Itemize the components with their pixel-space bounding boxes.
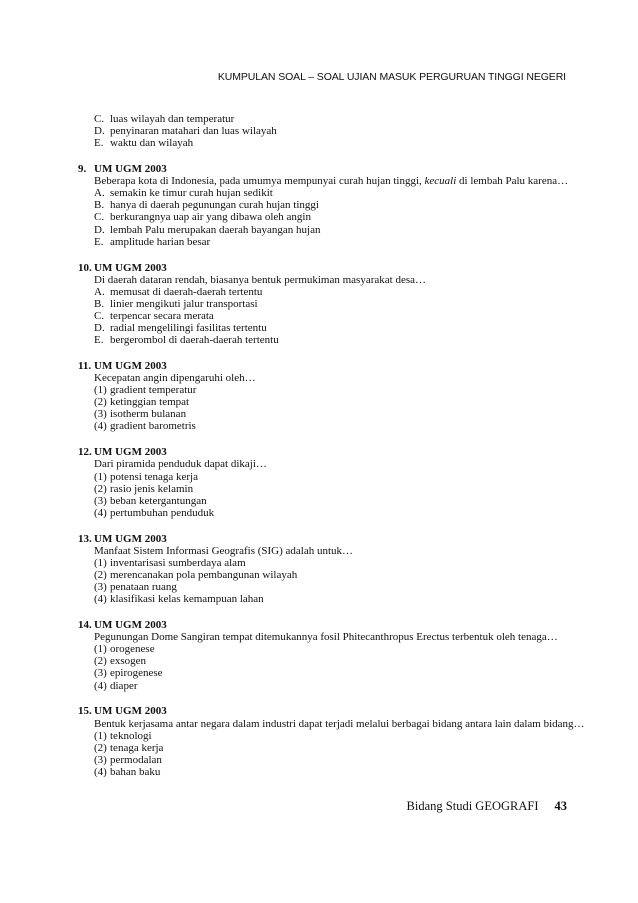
- option-label: (3): [94, 408, 107, 421]
- question-stem: [94, 545, 568, 557]
- option-text: berkurangnya uap air yang dibawa oleh angin: [110, 211, 311, 224]
- option-label: C.: [94, 113, 105, 125]
- question-source: UM UGM 2003: [94, 163, 167, 176]
- answer-option: [94, 224, 568, 236]
- option-text: merencanakan pola pembangunan wilayah: [110, 568, 298, 581]
- question-header: [78, 619, 568, 631]
- footer-subject: Bidang Studi GEOGRAFI: [406, 799, 539, 813]
- question-body: [94, 545, 568, 605]
- question-number: 9.: [78, 163, 87, 176]
- stem-text: Bentuk kerjasama antar negara dalam industri dapat terjadi melalui berbagai bidang antara lain dalam bidang…: [94, 717, 585, 730]
- question-source: UM UGM 2003: [94, 619, 167, 632]
- option-text: isotherm bulanan: [110, 408, 187, 421]
- answer-option: [94, 655, 568, 667]
- question-source: UM UGM 2003: [94, 446, 167, 459]
- question-number: 14.: [78, 619, 92, 632]
- answer-option: [94, 125, 568, 137]
- answer-option: [94, 471, 568, 483]
- answer-option: [94, 557, 568, 569]
- question-source: UM UGM 2003: [94, 261, 167, 274]
- option-text: pertumbuhan penduduk: [110, 506, 215, 519]
- option-label: (4): [94, 765, 107, 778]
- stem-text: Di daerah dataran rendah, biasanya bentuk permukiman masyarakat desa…: [94, 273, 427, 286]
- answer-option: [94, 420, 568, 432]
- question-header: [78, 705, 568, 717]
- answer-option: [94, 310, 568, 322]
- question-number: 10.: [78, 261, 92, 274]
- stem-text: Pegunungan Dome Sangiran tempat ditemukannya fosil Phitecanthropus Erectus terbentuk oleh tenaga…: [94, 631, 558, 644]
- option-text: potensi tenaga kerja: [110, 470, 198, 483]
- option-label: A.: [94, 187, 105, 200]
- stem-text: Dari piramida penduduk dapat dikaji…: [94, 458, 267, 471]
- answer-option: [94, 113, 568, 125]
- option-label: (2): [94, 655, 107, 668]
- option-label: (3): [94, 753, 107, 766]
- option-text: tenaga kerja: [110, 741, 164, 754]
- option-text: bahan baku: [110, 765, 161, 778]
- option-label: E.: [94, 137, 104, 150]
- answer-option: [94, 322, 568, 334]
- question-body: [94, 717, 585, 778]
- question-stem: [94, 717, 585, 730]
- question-block: [78, 360, 568, 433]
- option-text: inventarisasi sumberdaya alam: [110, 556, 246, 569]
- answer-option: [94, 286, 568, 298]
- question-block: [78, 163, 568, 248]
- answer-option: [94, 730, 568, 742]
- option-label: D.: [94, 125, 105, 138]
- answer-option: [94, 199, 568, 211]
- question-block: [78, 446, 568, 519]
- question-source: UM UGM 2003: [94, 359, 167, 372]
- question-number: 11.: [78, 359, 92, 372]
- option-label: E.: [94, 334, 104, 347]
- stem-text-after: di lembah Palu karena…: [456, 175, 569, 188]
- answer-option: [94, 680, 568, 692]
- option-text: bergerombol di daerah-daerah tertentu: [110, 334, 279, 347]
- question-body: [94, 372, 568, 432]
- option-label: (1): [94, 556, 107, 569]
- answer-option: [94, 187, 568, 199]
- answer-option: [94, 483, 568, 495]
- option-label: (2): [94, 741, 107, 754]
- option-label: (4): [94, 506, 107, 519]
- option-text: klasifikasi kelas kemampuan lahan: [110, 593, 264, 606]
- question-source: UM UGM 2003: [94, 705, 167, 718]
- option-text: radial mengelilingi fasilitas tertentu: [110, 322, 267, 334]
- continued-options: [94, 113, 568, 149]
- answer-option: [94, 495, 568, 507]
- answer-option: [94, 593, 568, 605]
- option-label: (1): [94, 729, 107, 742]
- question-header: [78, 446, 568, 458]
- questions: [78, 163, 585, 778]
- question-number: 13.: [78, 532, 92, 545]
- option-text: gradient barometris: [110, 420, 196, 433]
- option-text: ketinggian tempat: [110, 396, 190, 409]
- answer-option: [94, 667, 568, 679]
- question-header: [78, 533, 568, 545]
- page-number: 43: [554, 799, 567, 813]
- option-label: (1): [94, 384, 107, 397]
- answer-option: [94, 742, 568, 754]
- stem-text: Beberapa kota di Indonesia, pada umumya mempunyai curah hujan tinggi,: [94, 175, 425, 188]
- question-stem: [94, 631, 568, 643]
- option-label: C.: [94, 211, 105, 224]
- question-list: [78, 113, 585, 778]
- question-body: [94, 274, 568, 347]
- option-label: (3): [94, 581, 107, 594]
- question-stem: [94, 274, 568, 286]
- answer-option: [94, 236, 568, 248]
- answer-option: [94, 766, 568, 778]
- question-header: [78, 163, 568, 175]
- option-text: epirogenese: [110, 667, 163, 680]
- answer-option: [94, 298, 568, 310]
- option-text: luas wilayah dan temperatur: [110, 113, 235, 125]
- option-text: linier mengikuti jalur transportasi: [110, 297, 258, 310]
- option-text: exsogen: [110, 655, 147, 668]
- option-text: rasio jenis kelamin: [110, 482, 194, 495]
- option-label: B.: [94, 199, 105, 212]
- answer-option: [94, 408, 568, 420]
- answer-option: [94, 569, 568, 581]
- option-label: C.: [94, 309, 105, 322]
- running-header: KUMPULAN SOAL – SOAL UJIAN MASUK PERGURUAN TINGGI NEGERI: [217, 71, 566, 83]
- option-label: D.: [94, 322, 105, 334]
- stem-text: Manfaat Sistem Informasi Geografis (SIG) adalah untuk…: [94, 544, 354, 557]
- answer-option: [94, 754, 568, 766]
- option-label: E.: [94, 235, 104, 248]
- option-label: (3): [94, 667, 107, 680]
- option-text: diaper: [110, 679, 138, 692]
- question-source: UM UGM 2003: [94, 532, 167, 545]
- question-body: [94, 175, 568, 248]
- option-text: penataan ruang: [110, 581, 177, 594]
- option-text: teknologi: [110, 729, 152, 742]
- answer-option: [94, 581, 568, 593]
- option-label: (4): [94, 679, 107, 692]
- page-footer: [0, 799, 567, 814]
- option-label: B.: [94, 297, 105, 310]
- option-label: (2): [94, 482, 107, 495]
- option-label: (4): [94, 420, 107, 433]
- question-block: [78, 705, 585, 778]
- option-label: D.: [94, 223, 105, 236]
- question-stem: [94, 175, 568, 187]
- option-label: (2): [94, 396, 107, 409]
- option-text: permodalan: [110, 753, 162, 766]
- answer-option: [94, 384, 568, 396]
- option-label: (4): [94, 593, 107, 606]
- option-text: hanya di daerah pegunungan curah hujan tinggi: [110, 199, 319, 212]
- question-block: [78, 619, 568, 692]
- option-text: memusat di daerah-daerah tertentu: [110, 285, 263, 298]
- option-text: lembah Palu merupakan daerah bayangan hujan: [110, 223, 321, 236]
- question-block: [78, 262, 568, 347]
- option-text: waktu dan wilayah: [110, 137, 194, 150]
- option-text: gradient temperatur: [110, 384, 197, 397]
- option-text: semakin ke timur curah hujan sedikit: [110, 187, 273, 200]
- question-header: [78, 262, 568, 274]
- stem-text: Kecepatan angin dipengaruhi oleh…: [94, 372, 256, 385]
- answer-option: [94, 211, 568, 223]
- answer-option: [94, 334, 568, 346]
- question-block: [78, 533, 568, 606]
- stem-emphasis: kecuali: [424, 175, 457, 188]
- option-text: penyinaran matahari dan luas wilayah: [110, 125, 277, 138]
- option-text: terpencar secara merata: [110, 309, 214, 322]
- option-label: (3): [94, 494, 107, 507]
- answer-option: [94, 643, 568, 655]
- answer-option: [94, 137, 568, 149]
- answer-option: [94, 396, 568, 408]
- option-text: orogenese: [110, 643, 155, 656]
- question-stem: [94, 458, 568, 470]
- question-body: [94, 631, 568, 691]
- question-header: [78, 360, 568, 372]
- answer-option: [94, 507, 568, 519]
- question-stem: [94, 372, 568, 384]
- option-text: amplitude harian besar: [110, 235, 211, 248]
- question-number: 12.: [78, 446, 92, 459]
- question-number: 15.: [78, 705, 92, 718]
- option-label: A.: [94, 285, 105, 298]
- option-label: (2): [94, 568, 107, 581]
- option-text: beban ketergantungan: [110, 494, 207, 507]
- question-body: [94, 458, 568, 518]
- option-label: (1): [94, 470, 107, 483]
- option-label: (1): [94, 643, 107, 656]
